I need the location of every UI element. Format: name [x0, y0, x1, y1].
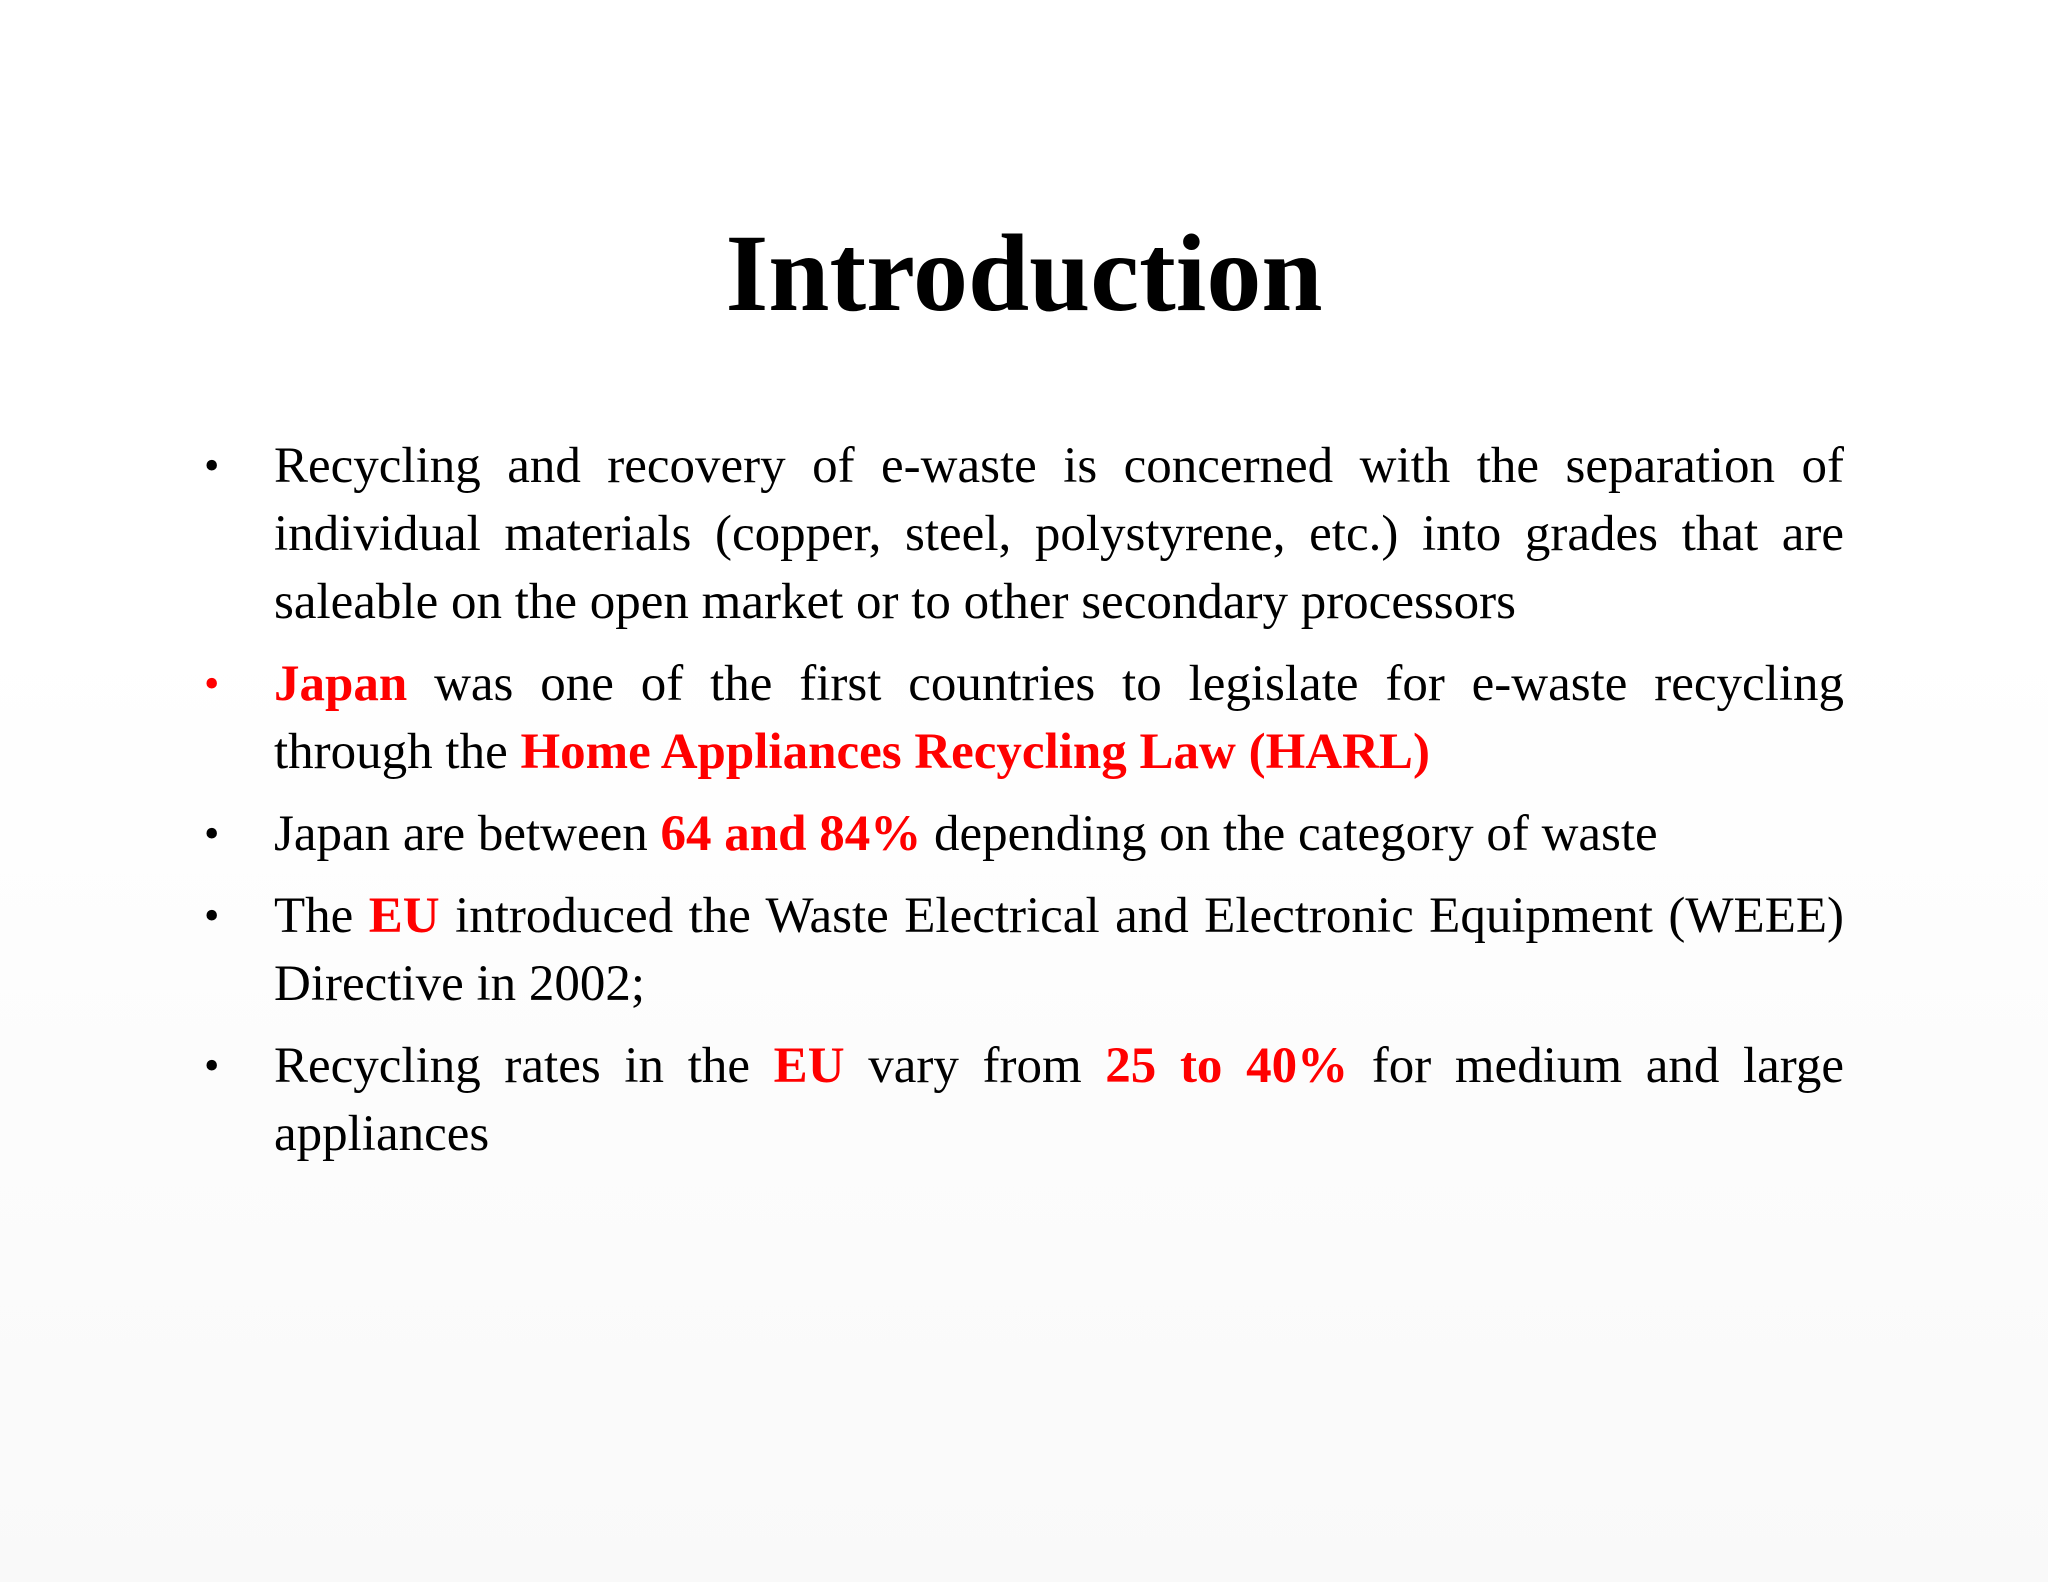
bullet-item-eu-rates — [196, 1032, 1844, 1168]
highlight-japan-rate: 64 and 84% — [660, 806, 922, 862]
bullet-text: Recycling rates in the — [274, 1038, 774, 1094]
bullet-dot: • — [204, 441, 220, 490]
highlight-japan: Japan — [274, 656, 408, 712]
bullet-item-japan-rates — [196, 800, 1844, 868]
bullet-dot: • — [204, 1041, 220, 1090]
bullet-dot: • — [204, 809, 220, 858]
bullet-text: depending on the category of waste — [921, 806, 1658, 862]
highlight-eu: EU — [368, 888, 440, 944]
bullet-list — [196, 432, 1844, 1182]
bullet-item-recycling-recovery — [196, 432, 1844, 636]
slide-title: Introduction — [725, 212, 1323, 334]
bullet-item-eu-weee — [196, 882, 1844, 1018]
highlight-eu-rate: 25 to 40% — [1105, 1038, 1349, 1094]
highlight-harl: Home Appliances Recycling Law (HARL) — [520, 724, 1430, 780]
bullet-text: The — [274, 888, 369, 944]
bullet-text: Recycling and recovery of e-waste is concerned with the separation of individual materials (copper, steel, polystyrene, etc.) into grades that are saleable on the open market or to other secondary processors — [274, 438, 1844, 630]
bullet-dot: • — [204, 891, 220, 940]
bullet-text: was one of the first countries to legislate for e-waste recycling through the — [274, 656, 1844, 780]
bullet-text: vary from — [844, 1038, 1106, 1094]
bullet-dot: • — [204, 659, 220, 708]
bullet-text: for medium and large appliances — [274, 1038, 1844, 1162]
bullet-text: Japan are between — [274, 806, 661, 862]
highlight-eu: EU — [773, 1038, 845, 1094]
bullet-text: introduced the Waste Electrical and Electronic Equipment (WEEE) Directive in 2002; — [274, 888, 1844, 1012]
bullet-item-japan-legislation — [196, 650, 1844, 786]
